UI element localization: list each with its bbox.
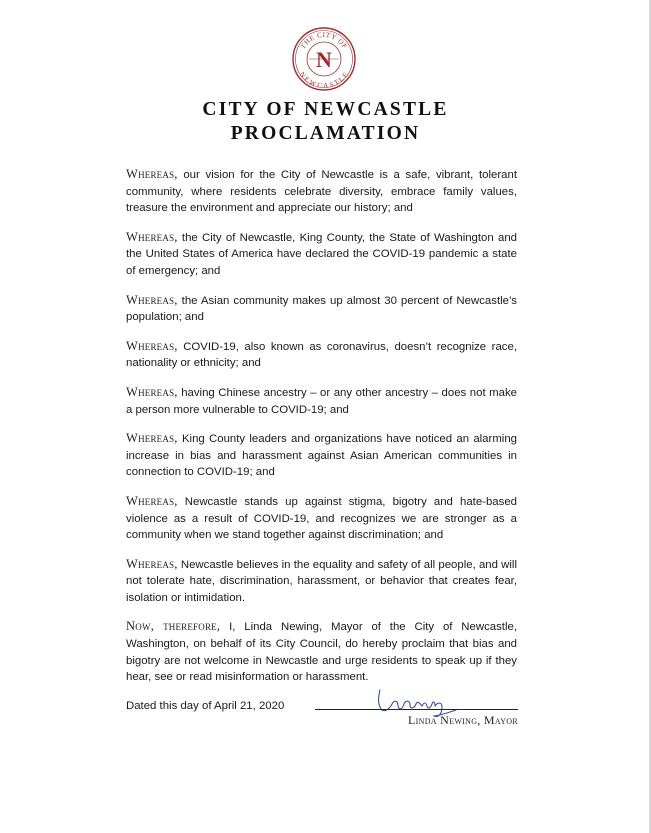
document-title: CITY OF NEWCASTLE <box>202 99 449 120</box>
dated-line: Dated this day of April 21, 2020 <box>126 699 285 712</box>
whereas-paragraph-4 <box>126 338 517 372</box>
whereas-paragraph-7 <box>126 493 517 544</box>
signature-line <box>315 709 518 710</box>
paragraph-lead: Whereas, <box>126 431 178 446</box>
paragraph-text: Newcastle believes in the equality and safety of all people, and will not tolerate hate, discrimination, harassment, or behavior that creates fear, isolation or intimidation. <box>126 558 517 604</box>
seal-letter: N <box>316 47 332 72</box>
signer-name-title: Linda Newing, Mayor <box>408 713 518 727</box>
paragraph-lead: Whereas, <box>126 292 178 307</box>
whereas-paragraph-6 <box>126 430 517 481</box>
whereas-paragraph-2 <box>126 229 517 280</box>
paragraph-text: the City of Newcastle, King County, the State of Washington and the United States of America have declared the COVID-19 pandemic a state of emergency; and <box>126 231 517 277</box>
seal-ring-bottom-text: NEWCASTLE <box>297 70 351 90</box>
now-therefore-paragraph <box>126 618 517 685</box>
whereas-paragraph-8 <box>126 556 517 607</box>
paragraph-text: Newcastle stands up against stigma, bigotry and hate-based violence as a result of COVID-19, and recognizes we are stronger as a community when we stand together against discrimination; and <box>126 495 517 542</box>
seal-ring-top-text: THE CITY OF <box>299 30 349 51</box>
paragraph-text: COVID-19, also known as coronavirus, doesn’t recognize race, nationality or ethnicity; and <box>126 340 517 370</box>
paragraph-lead: Now, therefore, <box>126 619 221 634</box>
paragraph-text: the Asian community makes up almost 30 percent of Newcastle’s population; and <box>126 294 517 324</box>
paragraph-lead: Whereas, <box>126 493 178 508</box>
paragraph-lead: Whereas, <box>126 556 178 571</box>
paragraph-lead: Whereas, <box>126 229 178 244</box>
whereas-paragraph-3 <box>126 292 517 326</box>
document-subtitle: PROCLAMATION <box>230 123 421 144</box>
paragraph-text: King County leaders and organizations have noticed an alarming increase in bias and harassment against Asian American communities in connection to COVID-19; and <box>126 433 518 479</box>
paragraph-lead: Whereas, <box>126 167 178 181</box>
whereas-paragraph-1 <box>126 166 517 217</box>
city-seal-logo <box>292 27 356 91</box>
paragraph-lead: Whereas, <box>126 338 178 353</box>
paragraph-text: I, Linda Newing, Mayor of the City of Newcastle, Washington, on behalf of its City Council, do hereby proclaim that bias and bigotry are not welcome in Newcastle and urge residents to speak up if they hear, see or read misinformation or harassment. <box>126 621 517 684</box>
paragraph-text: having Chinese ancestry – or any other ancestry – does not make a person more vulnerable to COVID-19; and <box>126 386 518 416</box>
svg-text:NEWCASTLE <box>298 70 351 89</box>
whereas-paragraph-5 <box>126 384 517 418</box>
paragraph-lead: Whereas, <box>126 384 178 399</box>
proclamation-body <box>126 166 517 726</box>
paragraph-text: our vision for the City of Newcastle is a safe, vibrant, tolerant community, where residents celebrate diversity, embrace family values, treasure the environment and appreciate our history; and <box>126 169 517 215</box>
